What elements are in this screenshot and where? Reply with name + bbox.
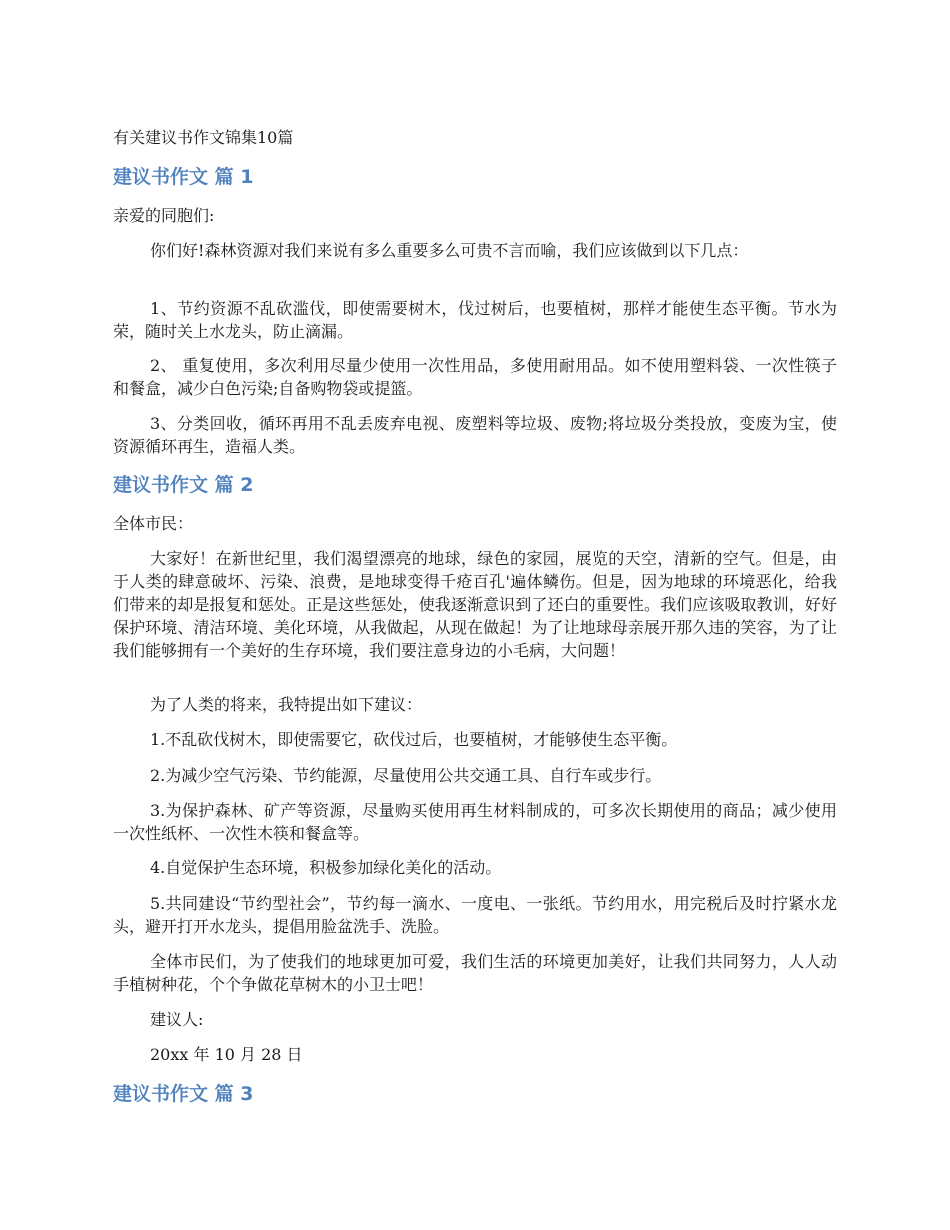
signature-label: 建议人: [150, 1010, 204, 1029]
paragraph: 2.为减少空气污染、节约能源，尽量使用公共交通工具、自行车或步行。 [150, 766, 662, 785]
section-heading-1: 建议书作文 篇 1 [113, 166, 254, 188]
paragraph: 大家好！在新世纪里，我们渴望漂亮的地球，绿色的家园，展览的天空，清新的空气。但是，由于人类的肆意破坏、污染、浪费，是地球变得千疮百孔'遍体鳞伤。但是，因为地球的环境恶化，给我们带来的却是报复和惩处。正是这些惩处，使我逐渐意识到了还白的重要性。我们应该吸取教训，好好保护环境、清洁环境、美化环境，从我做起，从现在做起！为了让地球母亲展开那久违的笑容，为了让我们能够拥有一个美好的生存环境，我们要注意身边的小毛病，大问题！ [113, 549, 837, 660]
paragraph: 3、分类回收，循环再用不乱丢废弃电视、废塑料等垃圾、废物;将垃圾分类投放，变废为宝，使资源循环再生，造福人类。 [113, 414, 837, 456]
section-heading-3: 建议书作文 篇 3 [113, 1083, 254, 1105]
section-heading-2: 建议书作文 篇 2 [113, 474, 254, 496]
greeting-2: 全体市民： [113, 514, 194, 533]
paragraph: 1.不乱砍伐树木，即使需要它，砍伐过后，也要植树，才能够使生态平衡。 [150, 730, 678, 749]
paragraph: 为了人类的将来，我特提出如下建议： [150, 695, 423, 714]
paragraph: 全体市民们，为了使我们的地球更加可爱，我们生活的环境更加美好，让我们共同努力，人人动手植树种花，个个争做花草树木的小卫士吧！ [113, 952, 837, 994]
date: 20xx 年 10 月 28 日 [150, 1045, 303, 1064]
paragraph: 3.为保护森林、矿产等资源，尽量购买使用再生材料制成的，可多次长期使用的商品；减少使用一次性纸杯、一次性木筷和餐盒等。 [113, 801, 837, 843]
paragraph: 4.自觉保护生态环境，积极参加绿化美化的活动。 [150, 858, 502, 877]
paragraph: 1、节约资源不乱砍滥伐，即使需要树木，伐过树后，也要植树，那样才能使生态平衡。节水为荣，随时关上水龙头，防止滴漏。 [113, 299, 837, 341]
greeting-1: 亲爱的同胞们: [113, 206, 215, 225]
document-title: 有关建议书作文锦集10篇 [113, 128, 294, 147]
paragraph: 2、 重复使用，多次利用尽量少使用一次性用品，多使用耐用品。如不使用塑料袋、一次性筷子和餐盒，减少白色污染;自备购物袋或提篮。 [113, 356, 837, 398]
paragraph: 5.共同建设“节约型社会”，节约每一滴水、一度电、一张纸。节约用水，用完税后及时拧紧水龙头，避开打开水龙头，提倡用脸盆洗手、洗脸。 [113, 894, 837, 936]
paragraph: 你们好!森林资源对我们来说有多么重要多么可贵不言而喻，我们应该做到以下几点： [150, 241, 749, 260]
